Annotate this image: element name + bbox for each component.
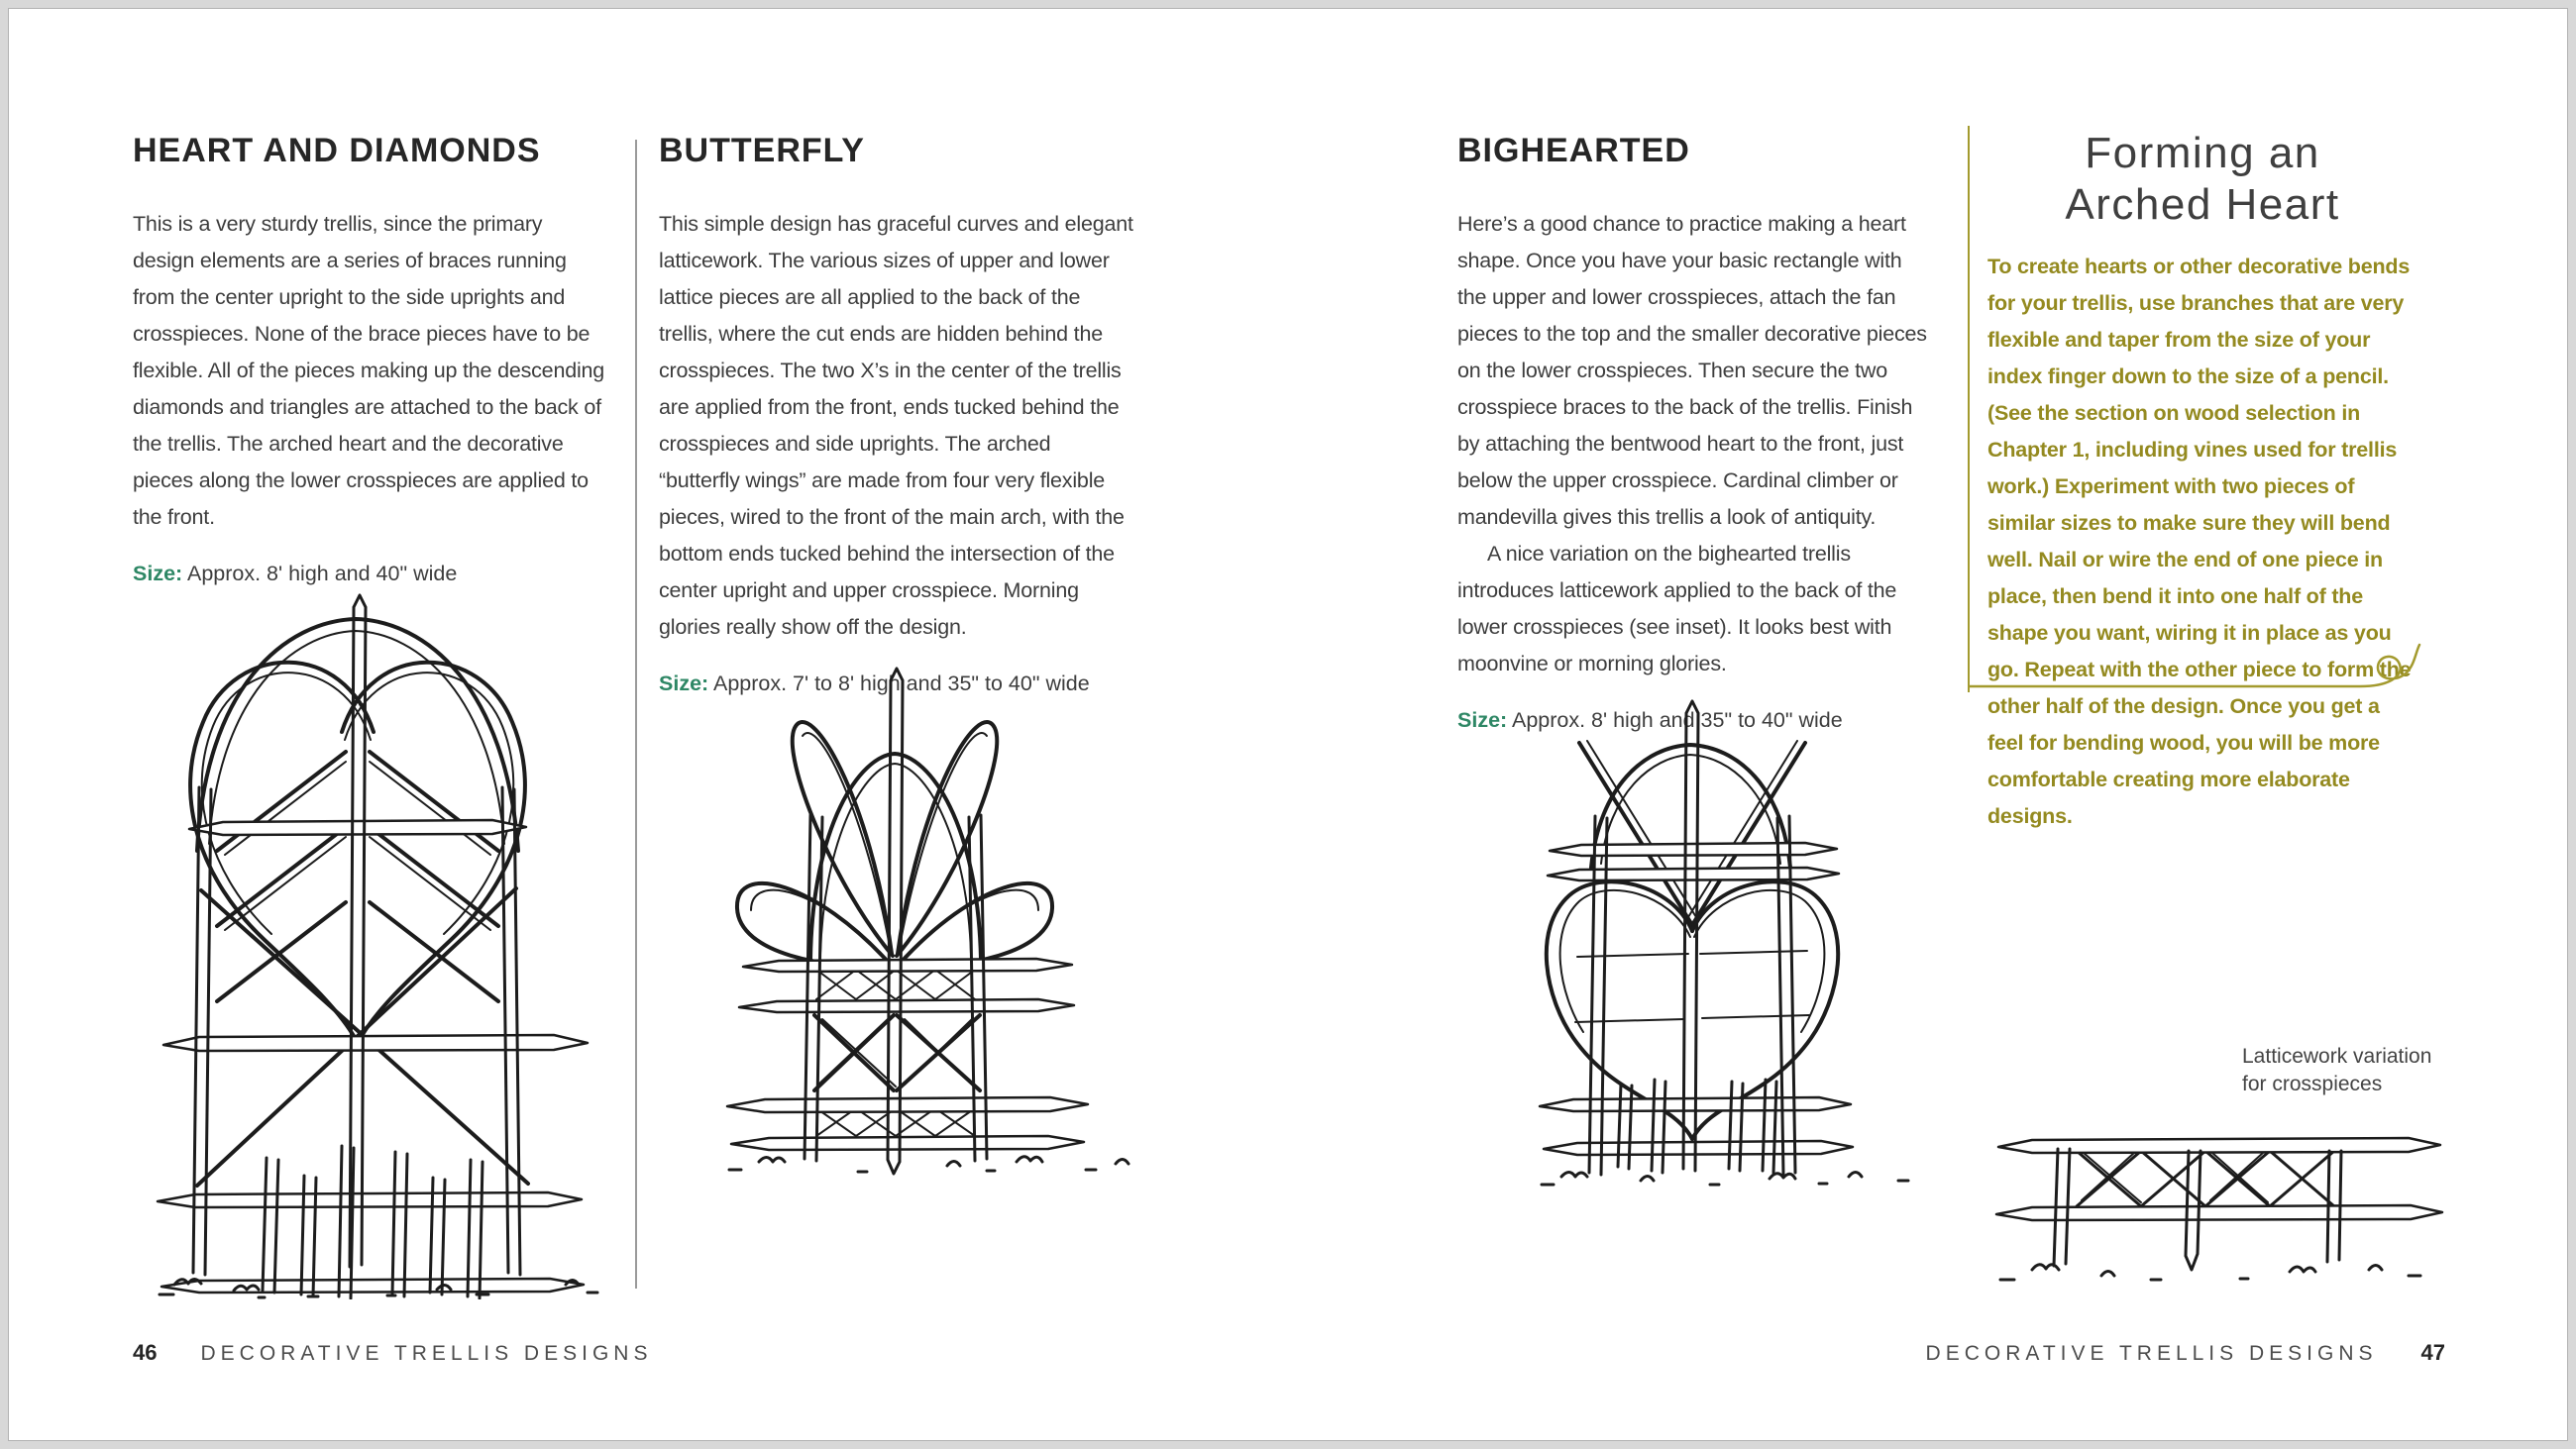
page-surface <box>8 8 2568 1441</box>
column-divider <box>635 140 637 1289</box>
heart-and-diamonds-size <box>133 562 606 586</box>
running-title: DECORATIVE TRELLIS DESIGNS <box>1925 1342 2378 1365</box>
bighearted-body-paragraph-1: Here’s a good chance to practice making a heart shape. Once you have your basic rectangle with the upper and lower crosspieces, attach the fan pieces to the top and the smaller decorative pieces on the lower crosspieces. Then secure the two crosspiece braces to the back of the trellis. Finish by attaching the bentwood heart to the front, just below the upper crosspiece. Cardinal climber or mandevilla gives this trellis a look of antiquity. <box>1457 212 1927 529</box>
curl-flourish-icon <box>1968 641 2445 696</box>
size-label: Size: <box>1457 708 1508 732</box>
left-page-footer <box>133 1340 727 1366</box>
sidebar-title-line-1: Forming an <box>2085 129 2320 177</box>
page-number: 47 <box>2420 1340 2445 1365</box>
size-value: Approx. 7' to 8' high and 35" to 40" wide <box>712 672 1090 695</box>
butterfly-heading: BUTTERFLY <box>659 132 865 169</box>
sidebar-forming-an-arched-heart <box>1968 126 2445 828</box>
bighearted-illustration <box>1522 699 1987 1190</box>
section-heart-and-diamonds <box>133 132 606 586</box>
inset-caption-line-1: Latticework variation <box>2242 1045 2432 1068</box>
size-value: Approx. 8' high and 35" to 40" wide <box>1511 708 1843 732</box>
sidebar-body: To create hearts or other decorative bends for your trellis, use branches that are very flexible and taper from the size of your index finger down to the size of a pencil. (See the section on wood selection in Chapter 1, including vines used for trellis work.) Experiment with two pieces of similar sizes to make sure they will bend well. Nail or wire the end of one piece in place, then bend it into one half of the shape you want, wiring it in place as you go. Repeat with the other piece to form the other half of the design. Once you get a feel for bending wood, you will be more comfortable creating more elaborate designs. <box>1987 255 2412 828</box>
section-butterfly <box>659 132 1136 696</box>
sidebar-title <box>1987 128 2417 231</box>
sidebar-title-line-2: Arched Heart <box>2065 180 2340 229</box>
heart-and-diamonds-heading: HEART AND DIAMONDS <box>133 132 541 169</box>
size-label: Size: <box>133 562 183 585</box>
size-value: Approx. 8' high and 40" wide <box>186 562 458 585</box>
right-page-footer <box>1851 1340 2445 1366</box>
butterfly-illustration <box>699 667 1175 1182</box>
size-label: Size: <box>659 672 709 695</box>
inset-caption <box>2242 1043 2431 1098</box>
heart-and-diamonds-body: This is a very sturdy trellis, since the primary design elements are a series of braces running from the center upright to the side uprights and crosspieces. None of the brace pieces have to be flexible. All of the pieces making up the descending diamonds and triangles are attached to the back of the trellis. The arched heart and the decorative pieces along the lower crosspieces are applied to the front. <box>133 212 605 529</box>
page-number: 46 <box>133 1340 158 1365</box>
inset-caption-line-2: for crosspieces <box>2242 1073 2383 1095</box>
butterfly-body: This simple design has graceful curves and elegant latticework. The various sizes of upper and lower lattice pieces are all applied to the back of the trellis, where the cut ends are hidden behind the crosspieces. The two X’s in the center of the trellis are applied from the front, ends tucked behind the crosspieces and side uprights. The arched “butterfly wings” are made from four very flexible pieces, wired to the front of the main arch, with the bottom ends tucked behind the intersection of the center upright and upper crosspiece. Morning glories really show off the design. <box>659 212 1133 639</box>
latticework-inset-illustration <box>1992 1095 2448 1303</box>
bighearted-heading: BIGHEARTED <box>1457 132 1690 169</box>
running-title: DECORATIVE TRELLIS DESIGNS <box>200 1342 653 1365</box>
section-bighearted <box>1457 132 1931 733</box>
heart-and-diamonds-illustration <box>140 591 615 1299</box>
bighearted-body-paragraph-2: A nice variation on the bighearted trellis introduces latticework applied to the back of the lower crosspieces (see inset). It looks best with moonvine or morning glories. <box>1457 542 1897 675</box>
